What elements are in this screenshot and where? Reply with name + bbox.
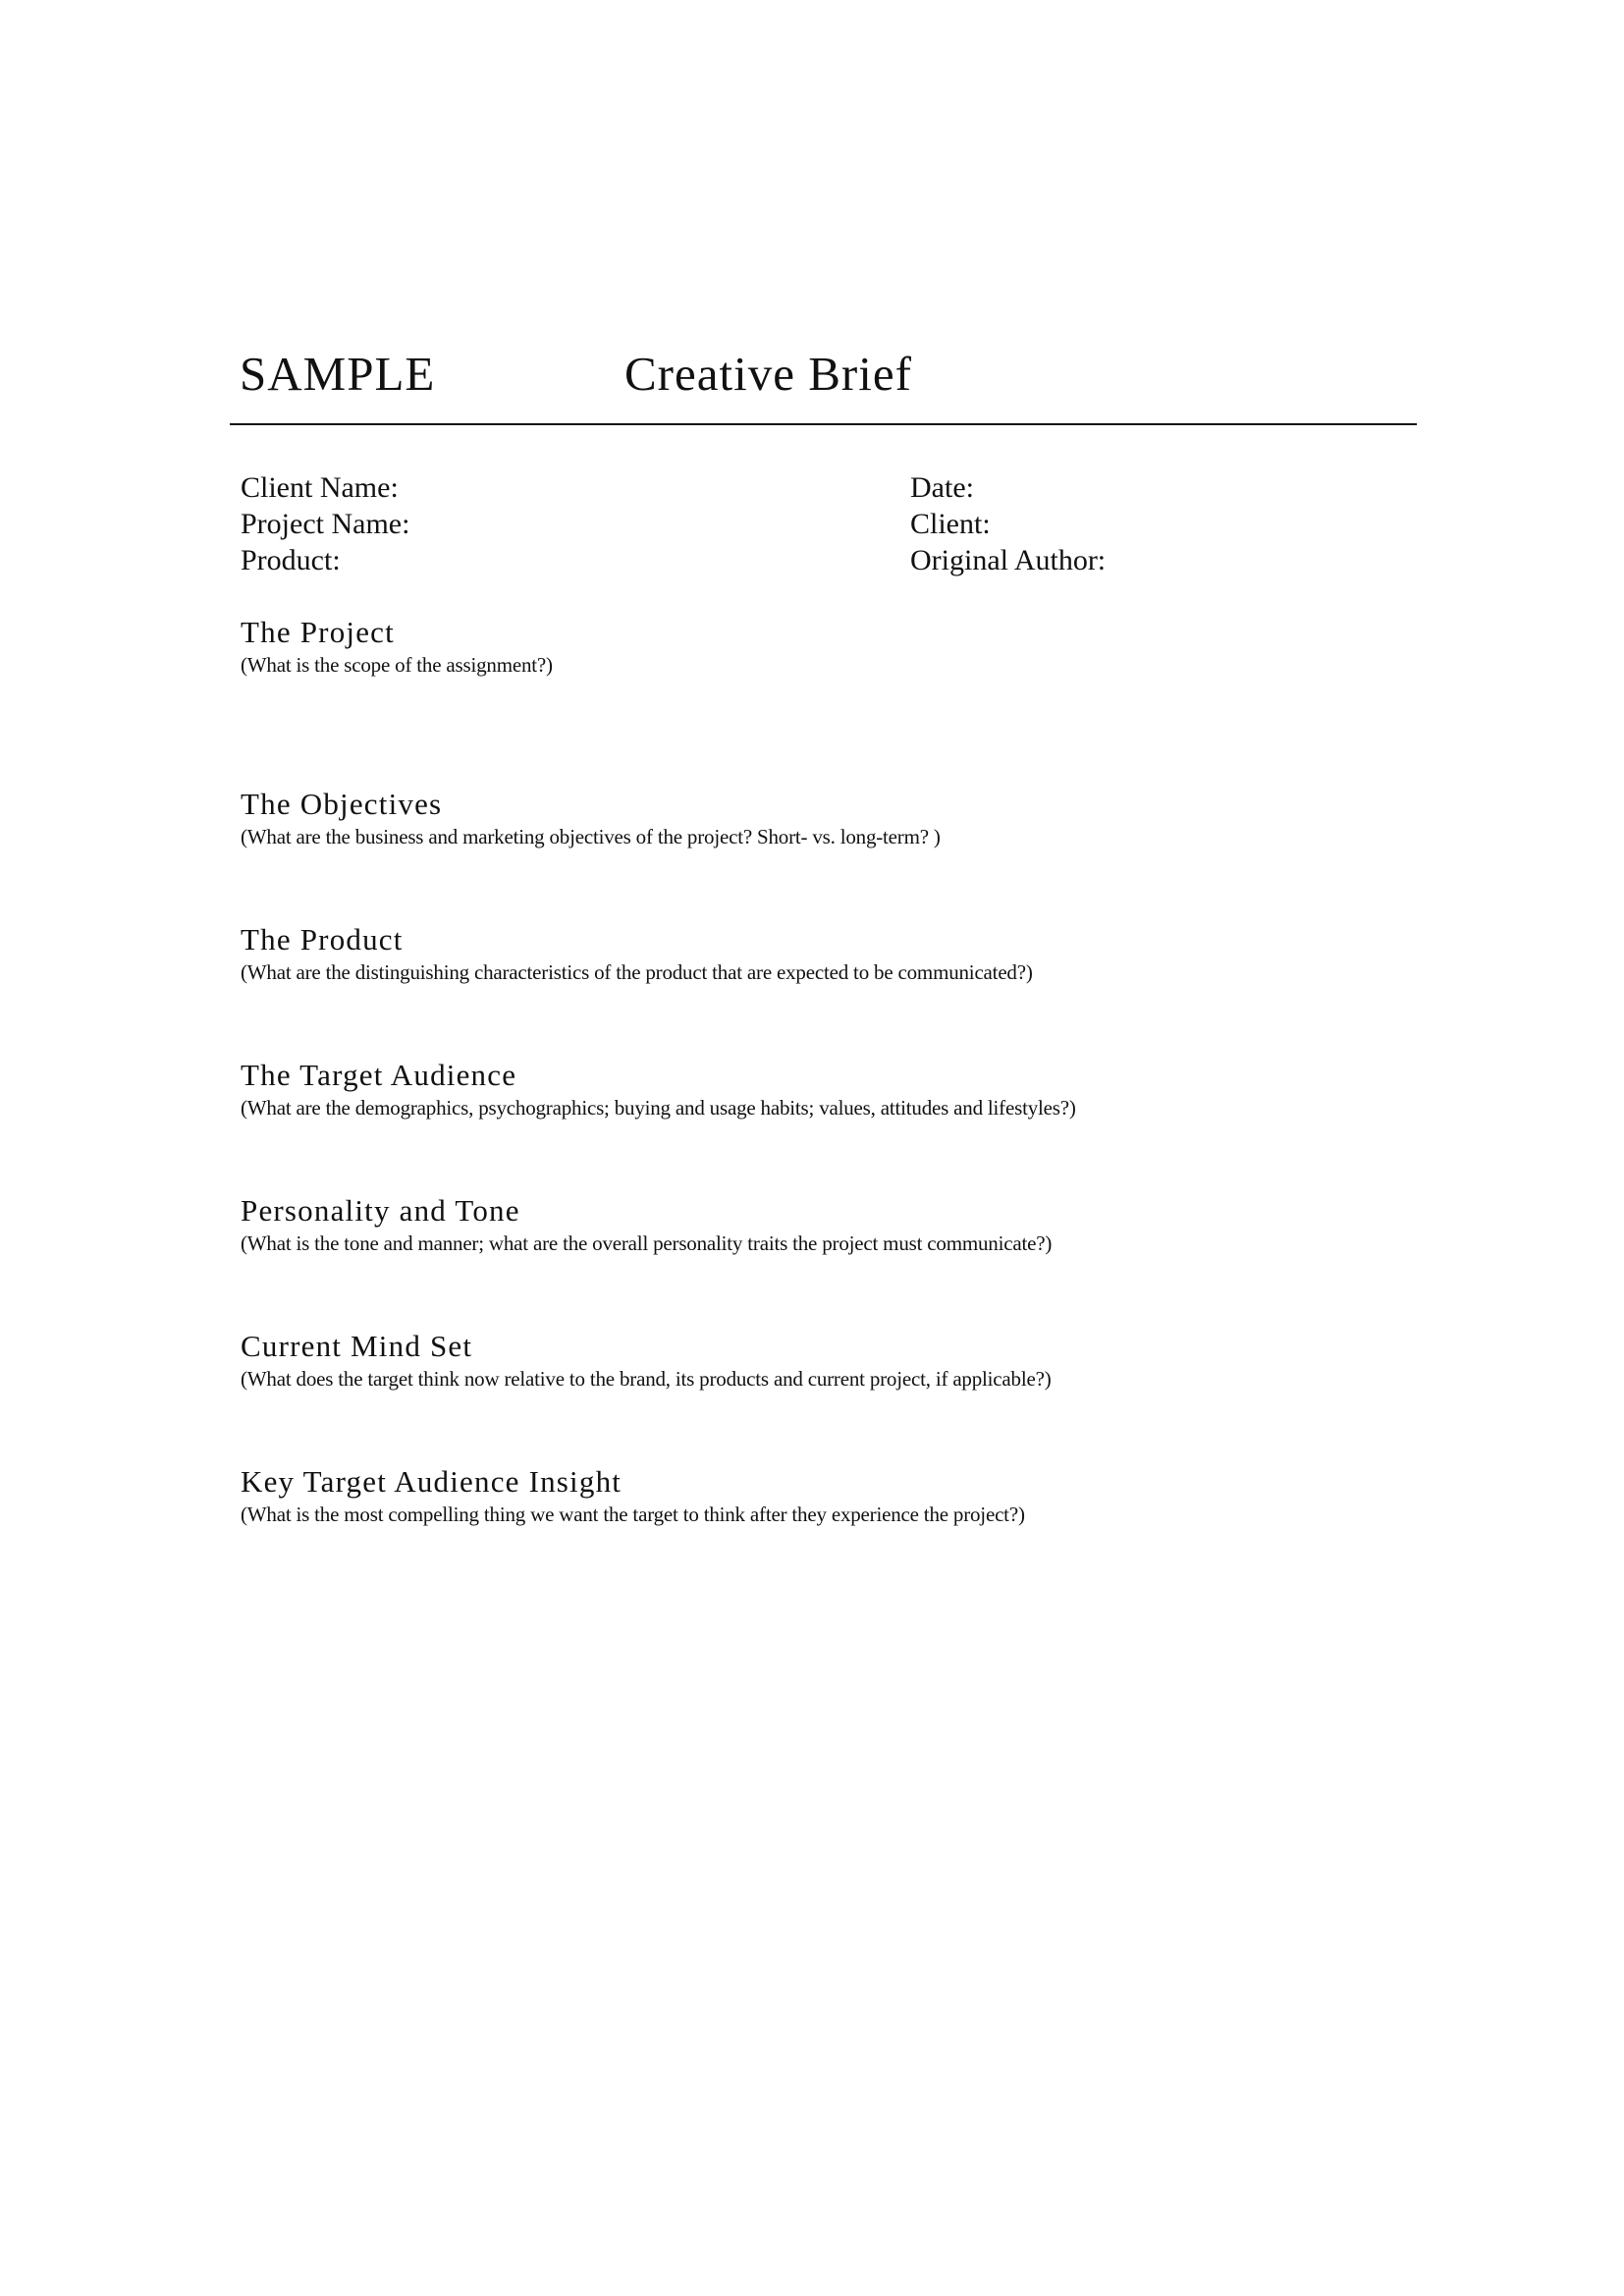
section-prompt: (What are the business and marketing objectives of the project? Short- vs. long-term? ) <box>241 825 941 848</box>
section-heading: The Project <box>241 615 395 649</box>
original-author-label: Original Author: <box>910 544 1107 576</box>
section-heading: The Target Audience <box>241 1058 517 1092</box>
product-label: Product: <box>241 544 341 576</box>
meta-left-column <box>241 469 409 578</box>
section-prompt: (What are the demographics, psychographics; buying and usage habits; values, attitudes and lifestyles?) <box>241 1096 1076 1120</box>
document-title: Creative Brief <box>624 347 912 401</box>
section-key-target-audience-insight <box>241 1466 1025 1525</box>
section-target-audience <box>241 1060 1076 1119</box>
sample-label: SAMPLE <box>240 347 436 401</box>
project-name-label: Project Name: <box>241 508 410 540</box>
client-label: Client: <box>910 508 991 540</box>
section-the-project <box>241 617 553 676</box>
header-divider <box>230 423 1417 425</box>
client-name-label: Client Name: <box>241 471 399 504</box>
section-heading: Personality and Tone <box>241 1193 520 1228</box>
section-heading: Key Target Audience Insight <box>241 1464 623 1499</box>
section-current-mind-set <box>241 1331 1052 1390</box>
section-heading: Current Mind Set <box>241 1329 473 1363</box>
section-the-product <box>241 924 1033 983</box>
section-prompt: (What are the distinguishing characteristics of the product that are expected to be communicated?) <box>241 960 1033 984</box>
date-label: Date: <box>910 471 974 504</box>
meta-right-column <box>910 469 1106 578</box>
section-the-objectives <box>241 789 941 847</box>
section-heading: The Objectives <box>241 787 443 821</box>
section-prompt: (What does the target think now relative to the brand, its products and current project, if applicable?) <box>241 1367 1052 1391</box>
section-personality-and-tone <box>241 1195 1052 1254</box>
section-prompt: (What is the most compelling thing we want the target to think after they experience the project?) <box>241 1503 1025 1526</box>
section-prompt: (What is the scope of the assignment?) <box>241 653 553 677</box>
section-heading: The Product <box>241 922 404 957</box>
section-prompt: (What is the tone and manner; what are the overall personality traits the project must communicate?) <box>241 1231 1053 1255</box>
